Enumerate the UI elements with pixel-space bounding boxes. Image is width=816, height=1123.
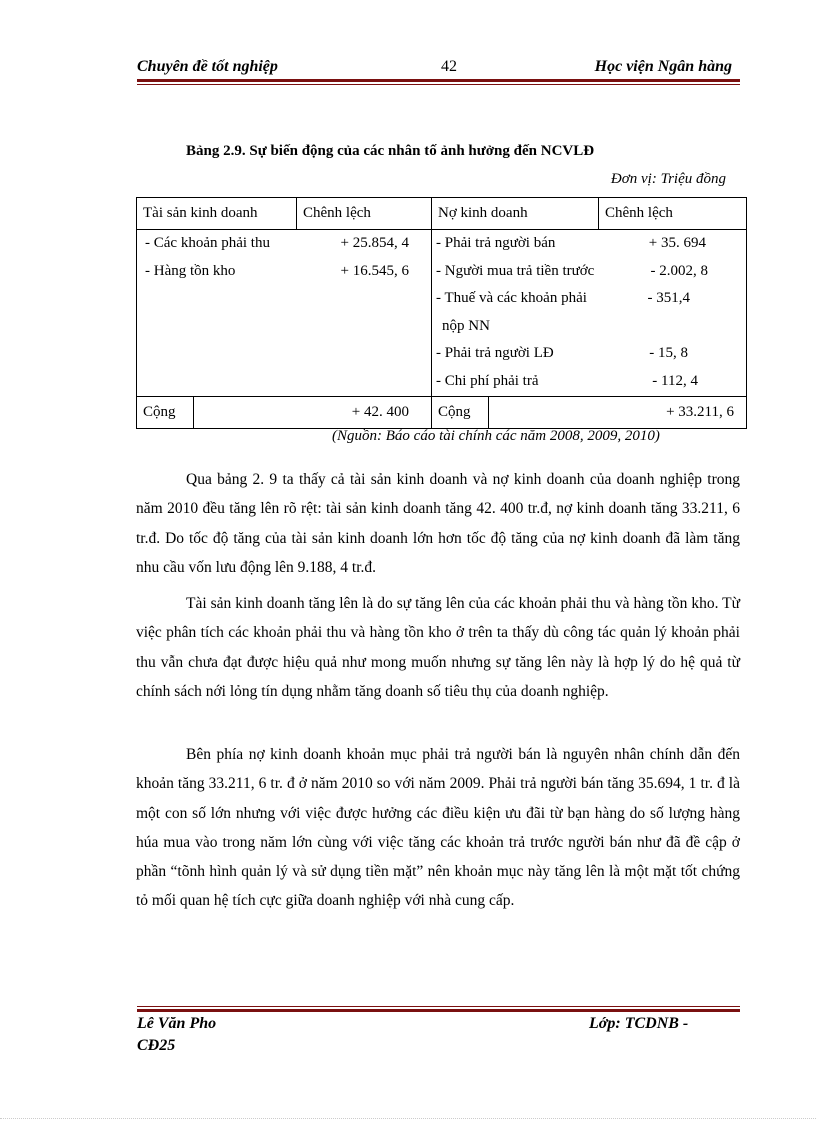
paragraph-3: Bên phía nợ kinh doanh khoản mục phải trả người bán là nguyên nhân chính dẫn đến khoản tăng 33.211, 6 tr. đ ở năm 2010 so với năm 2009. Phải trả người bán tăng 35.694, 1 tr. đ là một con số lớn nhưng với việc được hưởng các điều kiện ưu đãi từ bạn hàng do số lượng hàng húa mua vào trong năm lớn cùng với việc tăng các khoản trả trước người bán như đã đề cập ở phần “tõnh hình quản lý và sử dụng tiền mặt” nên khoản mục này tăng lên là một mặt tốt chứng tỏ mối quan hệ tích cực giữa doanh nghiệp với nhà cung cấp. [136, 746, 740, 910]
header-institution: Học viện Ngân hàng [594, 58, 732, 75]
total-label-liabilities: Cộng [432, 397, 489, 429]
author-name: Lê Văn Pho [137, 1015, 217, 1032]
factor-table-body [136, 197, 747, 429]
asset-row: - Các khoản phải thu + 25.854, 4 [145, 235, 409, 251]
liability-row: - Chi phí phải trả - 112, 4 [436, 372, 698, 389]
table-title: Bảng 2.9. Sự biến động của các nhân tố ảnh hưởng đến NCVLĐ [186, 143, 595, 159]
footer-author [137, 1013, 216, 1057]
paragraph-2: Tài sản kinh doanh tăng lên là do sự tăng lên của các khoản phải thu và hàng tồn kho. Từ việc phân tích các khoản phải thu và hàng tồn kho ở trên ta thấy dù công tác quản lý khoản phải thu vẫn chưa đạt được hiệu quả như mong muốn nhưng sự tăng lên này là hợp lý do hệ quả từ chính sách nới lỏng tín dụng nhằm tăng doanh số tiêu thụ của doanh nghiệp. [136, 595, 740, 700]
table-unit: Đơn vị: Triệu đồng [610, 171, 726, 187]
asset-row: - Hàng tồn kho + 16.545, 6 [145, 262, 409, 279]
table-body-row [137, 230, 747, 397]
author-code: CĐ25 [137, 1037, 176, 1054]
header-cell-assets: Tài sản kinh doanh [137, 198, 297, 230]
header-rule-thin [137, 84, 740, 85]
assets-cell [137, 230, 432, 397]
table-source: (Nguồn: Báo cáo tài chính các năm 2008, 2009, 2010) [332, 428, 660, 444]
liability-row-continued: nộp NN [442, 317, 490, 334]
footer-class: Lớp: TCDNB - [589, 1015, 689, 1032]
liability-row: - Thuế và các khoản phải - 351,4 [436, 290, 690, 306]
header-cell-assets-change: Chênh lệch [297, 198, 432, 230]
page-header [137, 56, 740, 80]
total-label-assets: Cộng [137, 397, 194, 429]
page-bottom-edge [0, 1118, 816, 1119]
header-document-type: Chuyên đề tốt nghiệp [137, 58, 278, 75]
total-value-assets: + 42. 400 [194, 397, 432, 429]
header-cell-liabilities-change: Chênh lệch [599, 198, 747, 230]
header-rule-thick [137, 79, 740, 82]
table-header-row [137, 198, 747, 230]
paragraph-1: Qua bảng 2. 9 ta thấy cả tài sản kinh doanh và nợ kinh doanh của doanh nghiệp trong năm 2010 đều tăng lên rõ rệt: tài sản kinh doanh tăng 42. 400 tr.đ, nợ kinh doanh tăng 33.211, 6 tr.đ. Do tốc độ tăng của tài sản kinh doanh lớn hơn tốc độ tăng của nợ kinh doanh đã làm tăng nhu cầu vốn lưu động lên 9.188, 4 tr.đ. [136, 471, 740, 576]
liability-row: - Phải trả người LĐ - 15, 8 [436, 345, 688, 361]
footer-rule-thin [137, 1006, 740, 1007]
table-total-row [137, 397, 747, 429]
total-value-liabilities: + 33.211, 6 [489, 397, 747, 429]
header-cell-liabilities: Nợ kinh doanh [432, 198, 599, 230]
page-number: 42 [441, 58, 457, 75]
liability-row: - Phải trả người bán + 35. 694 [436, 235, 706, 251]
liability-row: - Người mua trả tiền trước - 2.002, 8 [436, 262, 708, 279]
liabilities-cell [432, 230, 747, 397]
footer-rule-thick [137, 1009, 740, 1012]
